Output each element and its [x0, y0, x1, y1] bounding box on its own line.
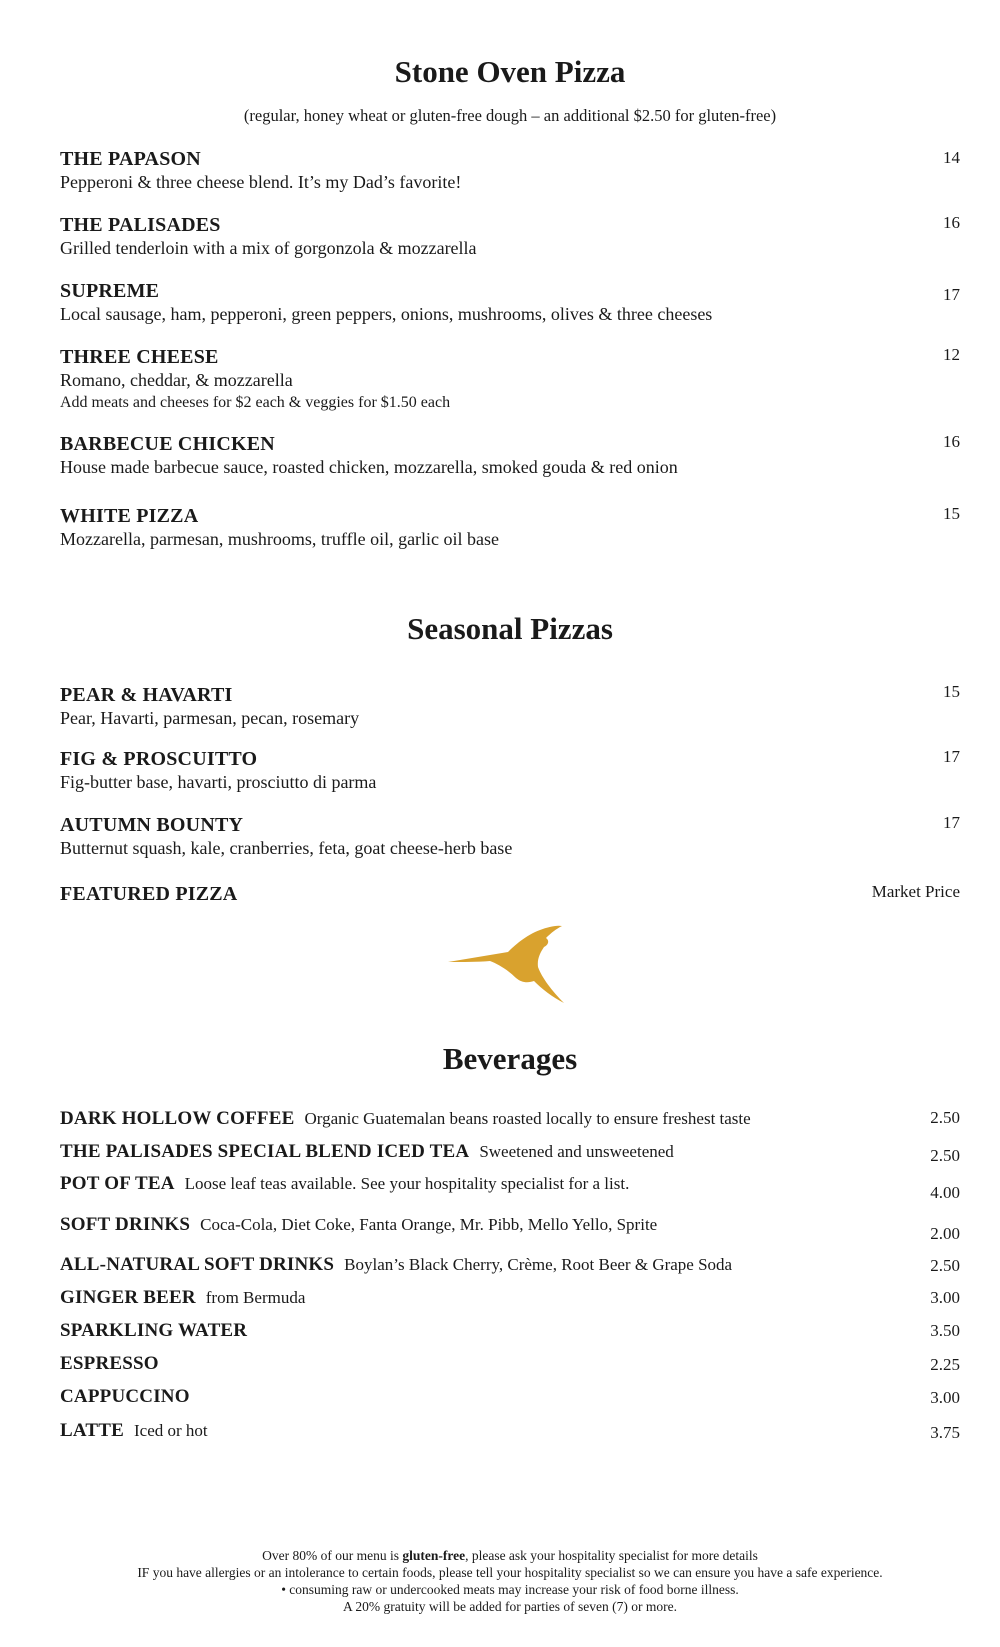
beverage-item — [60, 1108, 920, 1130]
beverage-desc: Loose leaf teas available. See your hospitality specialist for a list. — [184, 1174, 630, 1193]
item-name: FIG & PROSCUITTO — [60, 748, 258, 770]
menu-item-barbecue-chicken — [60, 432, 960, 479]
beverage-item — [60, 1214, 920, 1236]
beverage-price: 2.50 — [930, 1256, 960, 1275]
section-title-pizza: Stone Oven Pizza — [394, 54, 626, 89]
footer-gratuity-note: A 20% gratuity will be added for parties of seven (7) or more. — [342, 1599, 678, 1614]
item-price: 12 — [943, 345, 960, 364]
item-desc: Pepperoni & three cheese blend. It’s my Dad’s favorite! — [60, 172, 462, 192]
item-name: THREE CHEESE — [60, 346, 219, 368]
section-title-beverages: Beverages — [442, 1041, 578, 1076]
item-price: 15 — [943, 682, 960, 701]
item-desc: Romano, cheddar, & mozzarella — [60, 370, 293, 390]
beverage-price: 2.00 — [930, 1224, 960, 1243]
item-note: Add meats and cheeses for $2 each & veggies for $1.50 each — [60, 394, 451, 411]
menu-item-fig-proscuitto — [60, 747, 960, 794]
footer-text: consuming raw or undercooked meats may increase your risk of food borne illness. — [289, 1582, 739, 1597]
item-name: THE PALISADES — [60, 214, 221, 236]
item-price: 14 — [943, 148, 960, 167]
item-desc: House made barbecue sauce, roasted chicken, mozzarella, smoked gouda & red onion — [60, 457, 678, 477]
menu-item-supreme — [60, 279, 960, 326]
beverage-price: 3.00 — [930, 1288, 960, 1307]
beverage-price: 4.00 — [930, 1183, 960, 1202]
beverage-desc: Coca-Cola, Diet Coke, Fanta Orange, Mr. Pibb, Mello Yello, Sprite — [200, 1215, 658, 1234]
beverage-desc: Organic Guatemalan beans roasted locally to ensure freshest taste — [304, 1109, 751, 1128]
pizza-subtitle: (regular, honey wheat or gluten-free dough – an additional $2.50 for gluten-free) — [243, 106, 777, 125]
beverage-item — [60, 1386, 920, 1408]
beverage-desc: from Bermuda — [205, 1288, 306, 1307]
beverage-price: 3.50 — [930, 1321, 960, 1340]
item-price: Market Price — [871, 882, 960, 901]
footer-text: Over 80% of our menu is — [262, 1548, 403, 1563]
item-name: WHITE PIZZA — [60, 505, 199, 527]
item-price: 16 — [943, 432, 960, 451]
footer-gluten-free-note — [0, 1547, 1000, 1564]
item-desc: Butternut squash, kale, cranberries, feta, goat cheese-herb base — [60, 838, 513, 858]
beverage-desc: Boylan’s Black Cherry, Crème, Root Beer & Grape Soda — [344, 1255, 733, 1274]
item-name: THE PAPASON — [60, 148, 201, 170]
footer-allergy-note: IF you have allergies or an intolerance to certain foods, please tell your hospitality specialist so we can ensure you have a safe experience. — [137, 1565, 883, 1580]
menu-item-three-cheese — [60, 345, 960, 413]
item-name: PEAR & HAVARTI — [60, 684, 233, 706]
item-desc: Pear, Havarti, parmesan, pecan, rosemary — [60, 708, 360, 728]
beverage-item — [60, 1353, 920, 1375]
beverage-name: CAPPUCCINO — [60, 1386, 190, 1407]
beverage-name: POT OF TEA — [60, 1173, 175, 1194]
footer-bold-text: gluten-free — [402, 1548, 466, 1563]
bullet-icon: • — [281, 1582, 290, 1597]
item-desc: Fig-butter base, havarti, prosciutto di parma — [60, 772, 377, 792]
item-desc: Local sausage, ham, pepperoni, green peppers, onions, mushrooms, olives & three cheeses — [60, 304, 713, 324]
beverage-item — [60, 1320, 920, 1342]
menu-item-autumn-bounty — [60, 813, 960, 860]
beverage-price: 3.00 — [930, 1388, 960, 1407]
item-price: 17 — [943, 813, 960, 832]
beverage-item — [60, 1254, 920, 1276]
beverage-name: GINGER BEER — [60, 1287, 196, 1308]
beverage-item — [60, 1420, 920, 1442]
beverage-price: 2.25 — [930, 1355, 960, 1374]
beverage-desc: Sweetened and unsweetened — [479, 1142, 674, 1161]
beverage-name: DARK HOLLOW COFFEE — [60, 1108, 295, 1129]
beverage-price: 2.50 — [930, 1108, 960, 1127]
beverage-item — [60, 1287, 920, 1309]
item-name: FEATURED PIZZA — [60, 883, 238, 905]
beverage-name: LATTE — [60, 1420, 125, 1441]
item-name: BARBECUE CHICKEN — [60, 433, 275, 455]
beverage-item — [60, 1173, 920, 1195]
beverage-name: ESPRESSO — [60, 1353, 159, 1374]
footer-raw-meat-note — [0, 1581, 1000, 1598]
menu-item-pear-havarti — [60, 683, 960, 730]
footer-notes — [0, 1547, 1000, 1615]
item-price: 17 — [943, 747, 960, 766]
menu-item-white-pizza — [60, 504, 960, 551]
beverage-price: 2.50 — [930, 1146, 960, 1165]
beverage-name: ALL-NATURAL SOFT DRINKS — [60, 1254, 335, 1275]
item-price: 16 — [943, 213, 960, 232]
item-price: 17 — [943, 285, 960, 304]
section-title-seasonal: Seasonal Pizzas — [407, 611, 613, 646]
menu-item-featured-pizza — [60, 882, 960, 906]
beverage-name: SOFT DRINKS — [60, 1214, 191, 1235]
item-name: SUPREME — [60, 280, 160, 302]
menu-item-palisades — [60, 213, 960, 260]
hummingbird-icon — [448, 923, 572, 1007]
beverage-name: SPARKLING WATER — [60, 1320, 248, 1341]
item-price: 15 — [943, 504, 960, 523]
beverage-name: THE PALISADES SPECIAL BLEND ICED TEA — [60, 1141, 470, 1162]
item-desc: Mozzarella, parmesan, mushrooms, truffle oil, garlic oil base — [60, 529, 500, 549]
item-desc: Grilled tenderloin with a mix of gorgonzola & mozzarella — [60, 238, 477, 258]
beverage-price: 3.75 — [930, 1423, 960, 1442]
item-name: AUTUMN BOUNTY — [60, 814, 244, 836]
footer-text: , please ask your hospitality specialist for more details — [465, 1548, 758, 1563]
beverage-item — [60, 1141, 920, 1163]
menu-item-papason — [60, 147, 960, 194]
beverage-desc: Iced or hot — [134, 1421, 208, 1440]
hummingbird-body — [448, 926, 564, 1003]
